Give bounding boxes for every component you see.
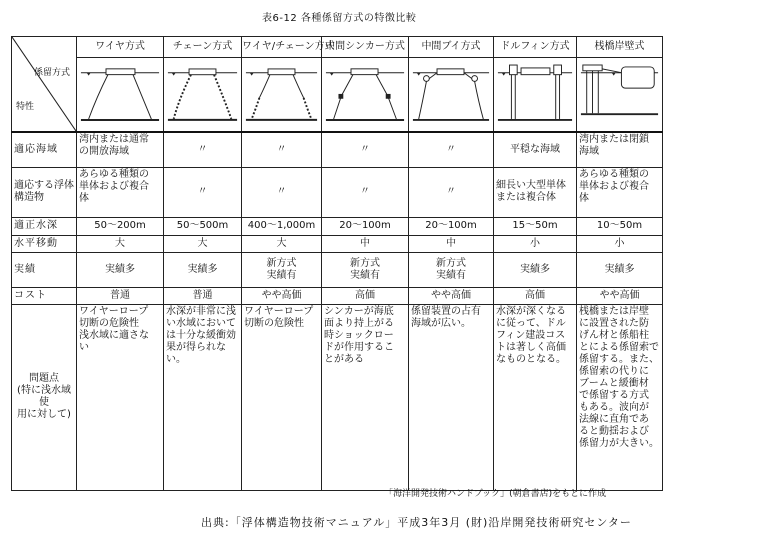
table-row xyxy=(12,132,663,167)
table-cell: ワイヤーロープ 切断の危険性 xyxy=(242,304,322,490)
reference-note: 「海洋開発技術ハンドブック」(朝倉書店)をもとに作成 xyxy=(384,489,607,499)
table-cell: 中 xyxy=(409,235,494,252)
row-label: 実績 xyxy=(12,252,77,287)
table-cell: やや高価 xyxy=(577,287,663,304)
row-label: コスト xyxy=(12,287,77,304)
table-cell: 水深が非常に浅 い水域においては十分な緩衝効 果が得られな い。 xyxy=(164,304,242,490)
wire-mooring-icon xyxy=(79,58,161,126)
table-cell: 〃 xyxy=(409,167,494,217)
table-cell: 高価 xyxy=(494,287,577,304)
table-cell: 10～50m xyxy=(577,217,663,235)
table-cell: 実績多 xyxy=(494,252,577,287)
column-name: 桟橋岸壁式 xyxy=(577,38,662,58)
pier-mooring-icon xyxy=(579,58,660,126)
column-name: 中間シンカー方式 xyxy=(322,38,408,58)
column-name: ドルフィン方式 xyxy=(494,38,576,58)
table-cell: あらゆる種類の 単体および複合 体 xyxy=(577,167,663,217)
table-cell: 大 xyxy=(77,235,164,252)
table-cell: 〃 xyxy=(409,132,494,167)
column-header xyxy=(577,37,663,133)
table-cell: 20～100m xyxy=(322,217,409,235)
chain-mooring-icon xyxy=(166,58,239,126)
table-cell: 平穏な海域 xyxy=(494,132,577,167)
table-row xyxy=(12,287,663,304)
dolphin-mooring-icon xyxy=(496,58,574,126)
table-cell: 湾内または閉鎖 海域 xyxy=(577,132,663,167)
sinker-mooring-icon xyxy=(324,58,406,126)
table-cell: 普通 xyxy=(164,287,242,304)
table-row xyxy=(12,235,663,252)
table-cell: 中 xyxy=(322,235,409,252)
table-cell: 係留装置の占有 海域が広い。 xyxy=(409,304,494,490)
table-cell: 〃 xyxy=(164,167,242,217)
table-row xyxy=(12,217,663,235)
buoy-mooring-icon xyxy=(411,58,491,126)
diagonal-line xyxy=(12,37,76,131)
table-cell: あらゆる種類の 単体および複合 体 xyxy=(77,167,164,217)
corner-label-property: 特性 xyxy=(16,102,35,112)
wire-chain-mooring-icon xyxy=(244,58,319,126)
source-citation: 出典:「浮体構造物技術マニュアル」平成3年3月 (財)沿岸開発技術研究センター xyxy=(201,516,632,529)
table-cell: やや高価 xyxy=(242,287,322,304)
table-cell: やや高価 xyxy=(409,287,494,304)
table-cell: 400～1,000m xyxy=(242,217,322,235)
table-cell: 小 xyxy=(494,235,577,252)
row-label: 水平移動 xyxy=(12,235,77,252)
table-cell: 新方式 実績有 xyxy=(409,252,494,287)
table-cell: 50～200m xyxy=(77,217,164,235)
table-cell: 大 xyxy=(164,235,242,252)
table-cell: 50～500m xyxy=(164,217,242,235)
table-cell: 細長い大型単体 または複合体 xyxy=(494,167,577,217)
table-cell: 小 xyxy=(577,235,663,252)
table-cell: 実績多 xyxy=(577,252,663,287)
column-header xyxy=(409,37,494,133)
table-row xyxy=(12,252,663,287)
column-header xyxy=(77,37,164,133)
comparison-table xyxy=(11,36,663,491)
table-cell: 〃 xyxy=(322,132,409,167)
table-cell: 桟橋または岸壁 に設置された防 げん材と係船柱 とによる係留索で 係留する。また、 係留索の代りに ブームと緩衝材 で係留する方式 もある。波向が 法線に直角であ ると動揺および 係留力が大きい。 xyxy=(577,304,663,490)
column-header xyxy=(242,37,335,133)
row-label: 適応海域 xyxy=(12,132,77,167)
table-cell: 〃 xyxy=(242,132,322,167)
corner-cell xyxy=(12,37,77,133)
table-cell: 新方式 実績有 xyxy=(242,252,322,287)
corner-label-mooring: 係留方式 xyxy=(33,68,70,78)
table-cell: 湾内または通常 の開放海域 xyxy=(77,132,164,167)
table-cell: ワイヤーロープ 切断の危険性 浅水域に適さな い xyxy=(77,304,164,490)
table-cell: 新方式 実績有 xyxy=(322,252,409,287)
table-cell: 普通 xyxy=(77,287,164,304)
table-cell: シンカーが海底 面より持上がる 時ショックロー ドが作用するこ とがある xyxy=(322,304,409,490)
row-label: 問題点 (特に浅水域使 用に対して) xyxy=(12,304,77,490)
table-row xyxy=(12,167,663,217)
column-header xyxy=(322,37,409,133)
table-cell: 〃 xyxy=(164,132,242,167)
header-row xyxy=(12,37,663,133)
table-cell: 20～100m xyxy=(409,217,494,235)
table-row xyxy=(12,304,663,490)
column-name: 中間ブイ方式 xyxy=(409,38,493,58)
row-label: 適正水深 xyxy=(12,217,77,235)
page-title: 表6-12 各種係留方式の特徴比較 xyxy=(262,13,417,24)
table-cell: 高価 xyxy=(322,287,409,304)
table-cell: 〃 xyxy=(242,167,322,217)
row-label: 適応する浮体 構造物 xyxy=(12,167,77,217)
table-cell: 実績多 xyxy=(77,252,164,287)
column-name: ワイヤ方式 xyxy=(77,38,163,58)
table-cell: 大 xyxy=(242,235,322,252)
table-cell: 〃 xyxy=(322,167,409,217)
table-cell: 15～50m xyxy=(494,217,577,235)
column-header xyxy=(494,37,577,133)
table-cell: 水深が深くなる に従って、ドル フィン建設コス トは著しく高価 なものとなる。 xyxy=(494,304,577,490)
table-cell: 実績多 xyxy=(164,252,242,287)
column-header xyxy=(164,37,242,133)
column-name: ワイヤ/チェーン方式 xyxy=(242,38,321,58)
column-name: チェーン方式 xyxy=(164,38,241,58)
